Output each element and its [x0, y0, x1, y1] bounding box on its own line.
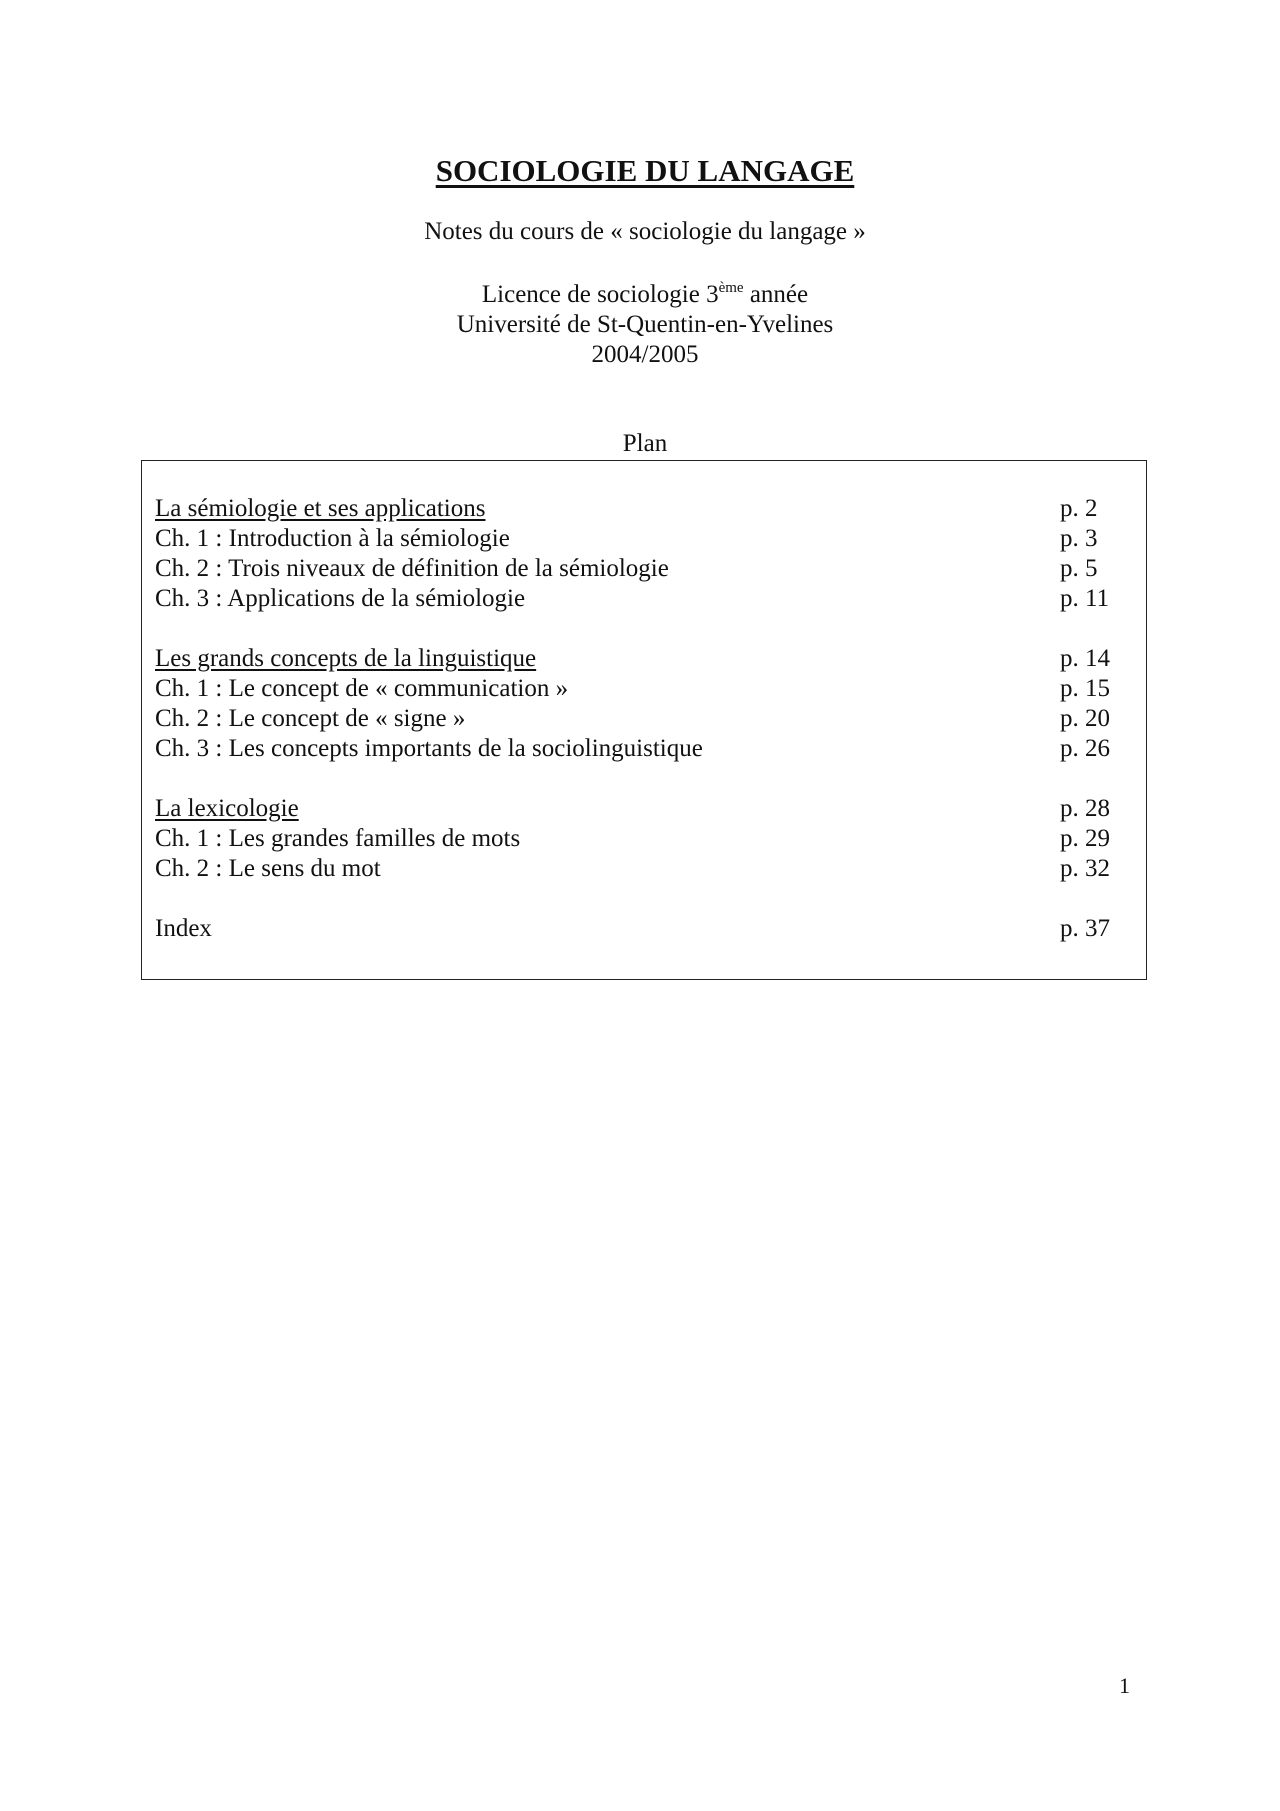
toc-section — [155, 644, 1135, 764]
toc-chapter-row — [155, 584, 1135, 614]
toc-chapter-row — [155, 554, 1135, 584]
toc-index-section — [155, 914, 1135, 944]
plan-label: Plan — [622, 430, 668, 457]
toc-section — [155, 794, 1135, 884]
toc-chapter-row — [155, 704, 1135, 734]
licence-text: Licence de sociologie 3 — [481, 281, 719, 308]
toc-chapter-row — [155, 524, 1135, 554]
toc-section-heading: La sémiologie et ses applications — [155, 495, 486, 522]
toc-page-ref: p. 3 — [1060, 525, 1098, 552]
toc-chapter-row — [155, 854, 1135, 884]
toc-page-ref: p. 14 — [1060, 645, 1110, 672]
course-info — [0, 280, 1280, 370]
toc-page-ref: p. 5 — [1060, 555, 1098, 582]
toc-chapter-row — [155, 674, 1135, 704]
toc-section — [155, 494, 1135, 614]
toc-chapter-row — [155, 824, 1135, 854]
toc-chapter-label: Ch. 2 : Trois niveaux de définition de la sémiologie — [155, 555, 669, 582]
toc-chapter-label: Ch. 2 : Le sens du mot — [155, 855, 381, 882]
plan-box — [141, 460, 1147, 980]
toc-page-ref: p. 2 — [1060, 495, 1098, 522]
course-subtitle: Notes du cours de « sociologie du langage » — [424, 218, 866, 245]
toc-page-ref: p. 37 — [1060, 915, 1110, 942]
page-number: 1 — [1119, 1673, 1130, 1698]
academic-year: 2004/2005 — [591, 341, 699, 368]
toc-section-heading-row — [155, 644, 1135, 674]
toc-chapter-label: Ch. 2 : Le concept de « signe » — [155, 705, 466, 732]
toc-page-ref: p. 29 — [1060, 825, 1110, 852]
toc-chapter-row — [155, 734, 1135, 764]
toc-page-ref: p. 28 — [1060, 795, 1110, 822]
university-name: Université de St-Quentin-en-Yvelines — [456, 311, 834, 338]
document-title: SOCIOLOGIE DU LANGAGE — [435, 153, 855, 188]
toc-section-heading: La lexicologie — [155, 795, 299, 822]
toc-page-ref: p. 20 — [1060, 705, 1110, 732]
toc-chapter-label: Ch. 1 : Les grandes familles de mots — [155, 825, 521, 852]
toc-index-row — [155, 914, 1135, 944]
toc-chapter-label: Ch. 1 : Le concept de « communication » — [155, 675, 569, 702]
toc-page-ref: p. 32 — [1060, 855, 1110, 882]
toc-section-heading-row — [155, 794, 1135, 824]
table-of-contents — [155, 494, 1135, 944]
toc-chapter-label: Ch. 3 : Les concepts importants de la sociolinguistique — [155, 735, 703, 762]
toc-section-heading: Les grands concepts de la linguistique — [155, 645, 537, 672]
toc-section-heading-row — [155, 494, 1135, 524]
toc-page-ref: p. 11 — [1060, 585, 1110, 612]
toc-chapter-label: Ch. 3 : Applications de la sémiologie — [155, 585, 526, 612]
toc-index-label: Index — [155, 915, 212, 942]
toc-chapter-label: Ch. 1 : Introduction à la sémiologie — [155, 525, 510, 552]
toc-page-ref: p. 15 — [1060, 675, 1110, 702]
toc-page-ref: p. 26 — [1060, 735, 1110, 762]
licence-line — [0, 280, 1280, 310]
licence-ordinal-suffix: ème — [718, 280, 744, 296]
licence-year-word: année — [743, 281, 809, 308]
